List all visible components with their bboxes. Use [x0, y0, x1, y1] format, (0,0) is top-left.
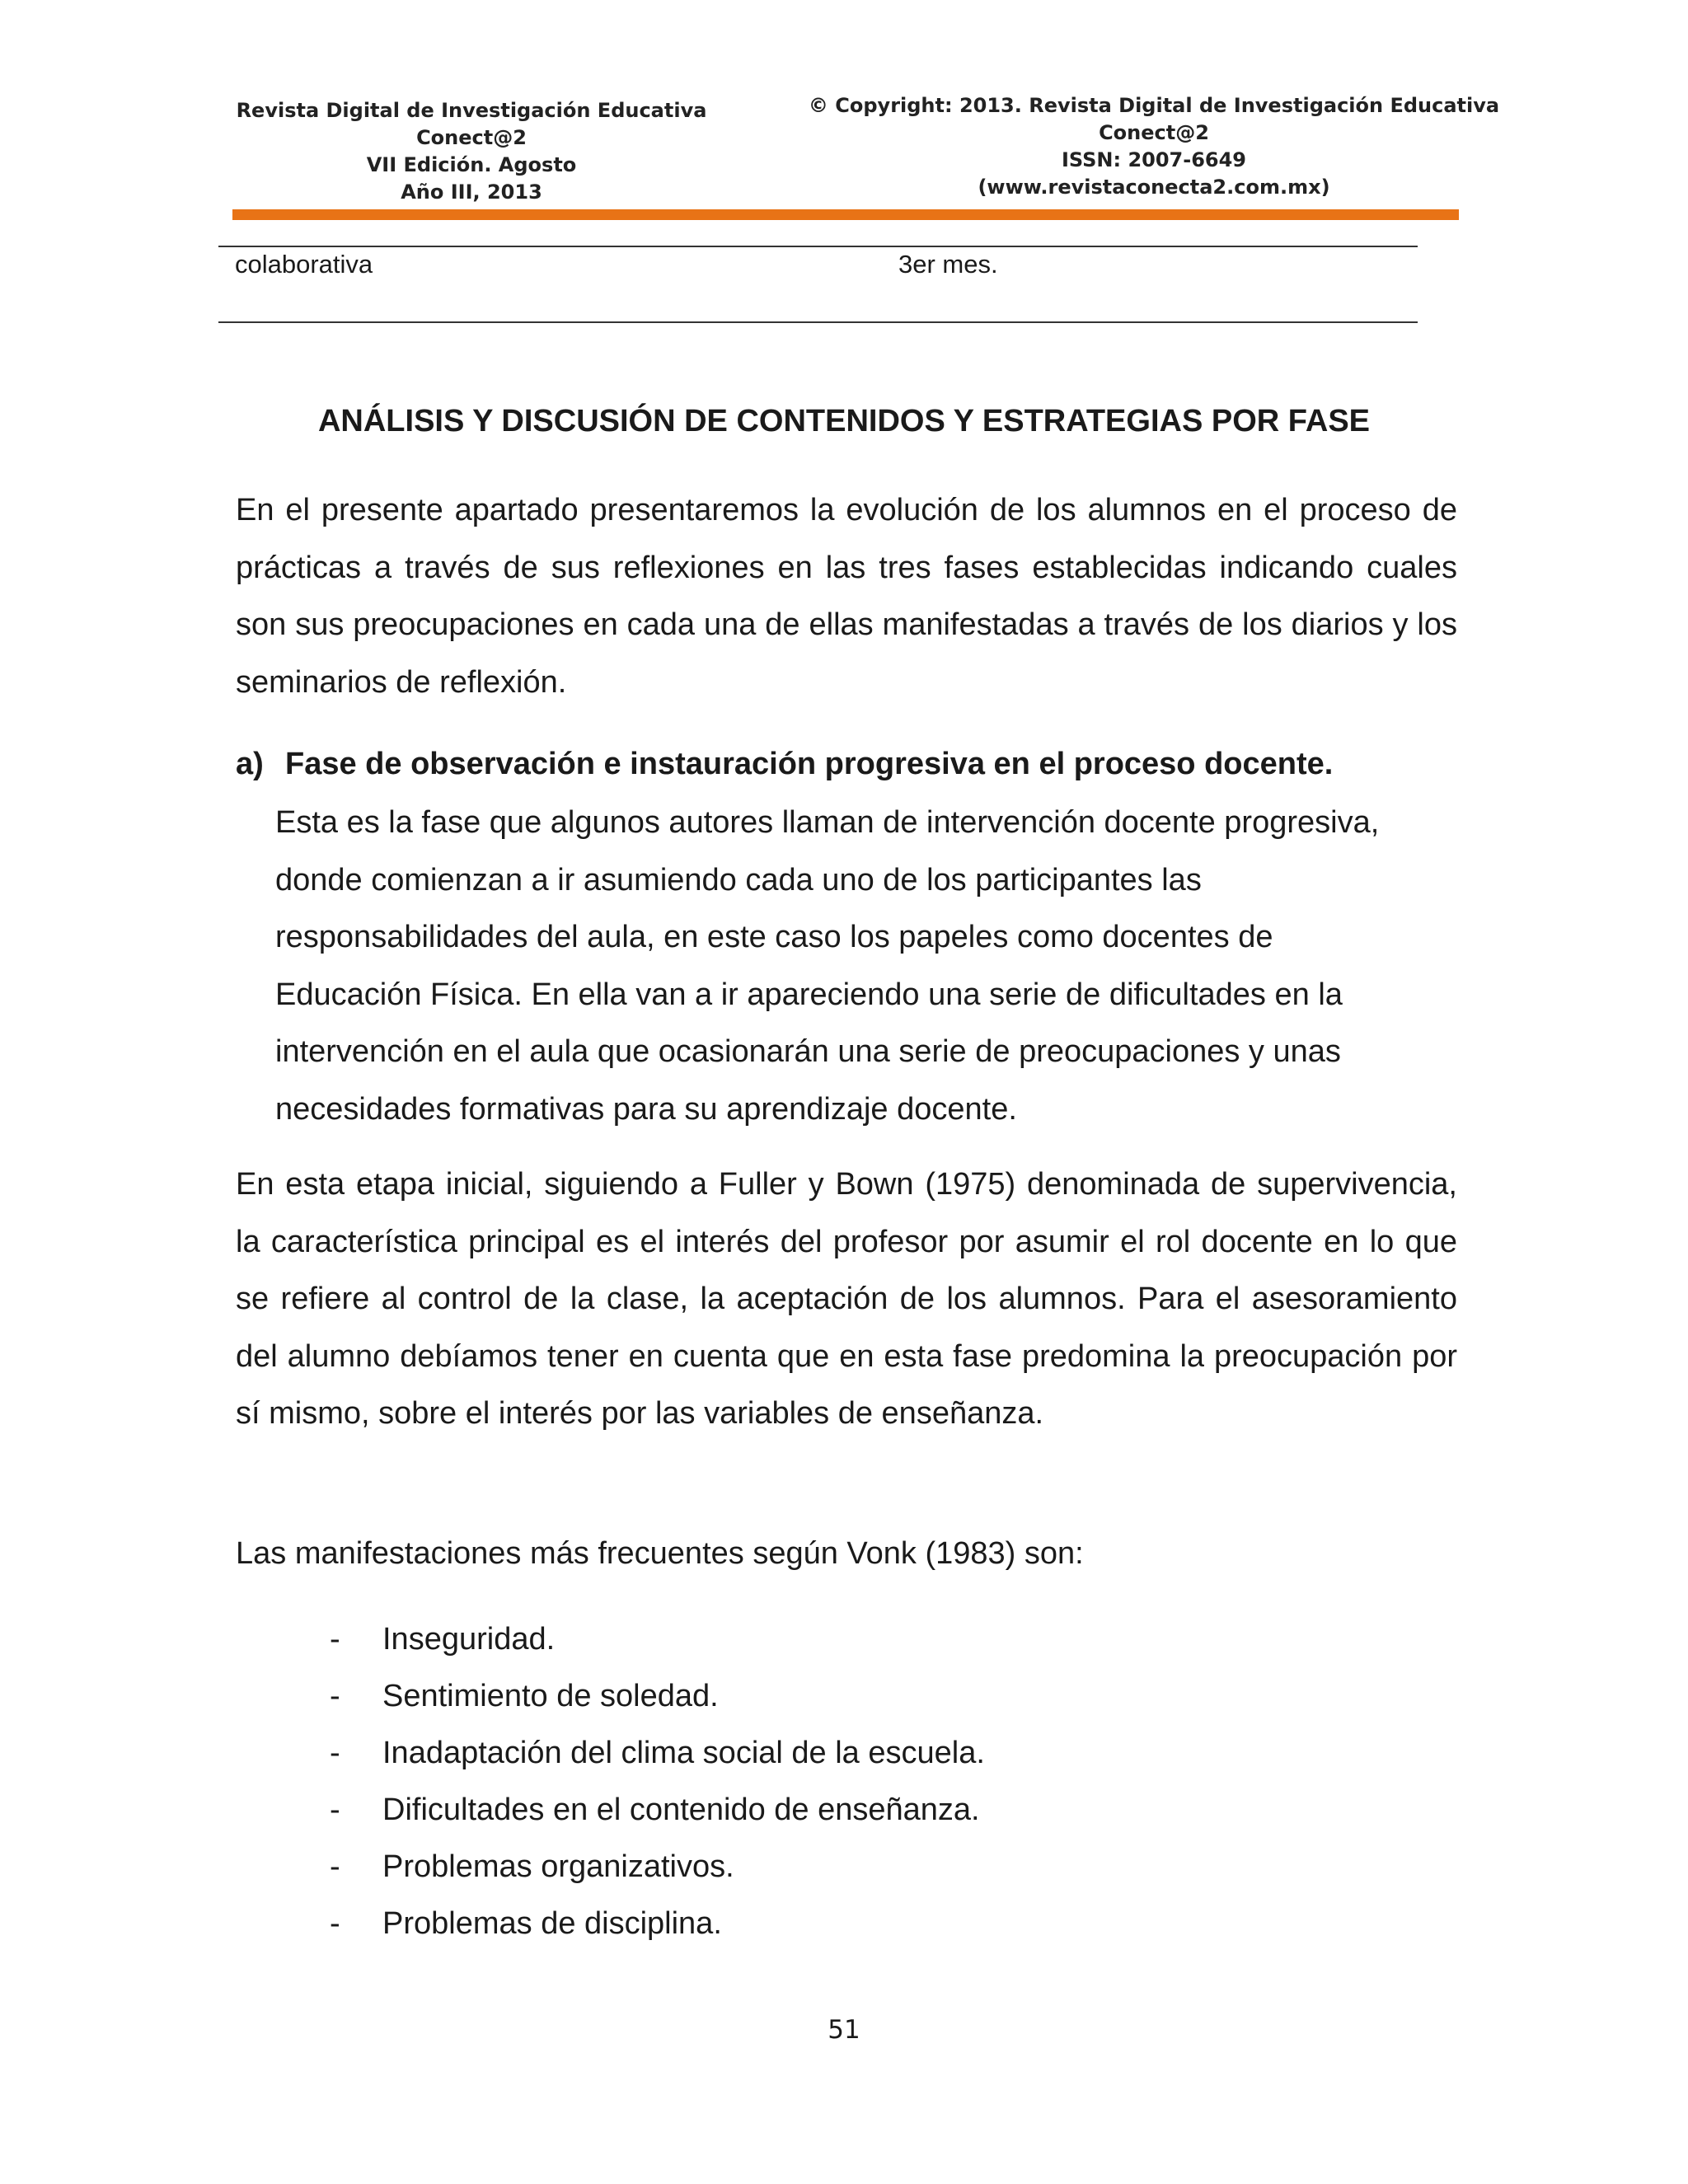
bullet-dash: - — [330, 1849, 340, 1884]
bullet-dash: - — [330, 1679, 340, 1713]
phase-a-heading — [236, 744, 1472, 784]
bullet-dash: - — [330, 1906, 340, 1941]
phase-a-line: donde comienzan a ir asumiendo cada uno de los participantes las — [275, 862, 1202, 898]
edition: VII Edición. Agosto — [366, 153, 577, 176]
list-item-text: Sentimiento de soledad. — [382, 1679, 719, 1713]
table-cell-2: 3er mes. — [898, 250, 998, 279]
phase-a-line: intervención en el aula que ocasionarán una serie de preocupaciones y unas — [275, 1034, 1341, 1069]
list-item — [330, 1611, 985, 1668]
list-item — [330, 1839, 985, 1896]
journal-short-name-right: Conect@2 — [1099, 121, 1209, 144]
phase-a-line: Esta es la fase que algunos autores llaman de intervención docente progresiva, — [275, 805, 1380, 840]
list-item — [330, 1725, 985, 1782]
page-number: 51 — [828, 2015, 860, 2045]
section-title: ANÁLISIS Y DISCUSIÓN DE CONTENIDOS Y ESTRATEGIAS POR FASE — [317, 404, 1371, 438]
list-item-text: Inseguridad. — [382, 1622, 556, 1657]
header-accent-bar — [232, 209, 1459, 220]
bullet-dash: - — [330, 1736, 340, 1770]
list-item — [330, 1782, 985, 1839]
bullet-dash: - — [330, 1622, 340, 1657]
phase-a-line: Educación Física. En ella van a ir apareciendo una serie de dificultades en la — [275, 977, 1343, 1012]
bullet-dash: - — [330, 1793, 340, 1827]
table-bottom-rule — [218, 321, 1418, 323]
journal-header-right — [791, 92, 1517, 201]
issn: ISSN: 2007-6649 — [1061, 148, 1246, 171]
phase-a-title: Fase de observación e instauración progresiva en el proceso docente. — [285, 747, 1334, 781]
table-top-rule — [218, 246, 1418, 247]
manifestations-list — [330, 1611, 985, 1952]
phase-a-line: necesidades formativas para su aprendizaje docente. — [275, 1091, 1017, 1127]
phase-a-label: a) — [236, 747, 264, 781]
copyright: © Copyright: 2013. Revista Digital de Investigación Educativa — [808, 94, 1500, 117]
journal-name: Revista Digital de Investigación Educativa — [236, 99, 707, 122]
stage-paragraph: En esta etapa inicial, siguiendo a Fuller y Bown (1975) denominada de supervivencia, la característica principal es el interés del profesor por asumir el rol docente en lo que se refiere al control de la clase, la aceptación de los alumnos. Para el asesoramiento del alumno debíamos tener en cuenta que en esta fase predomina la preocupación por sí mismo, sobre el interés por las variables de enseñanza. — [236, 1167, 1457, 1431]
journal-url: (www.revistaconecta2.com.mx) — [978, 176, 1330, 199]
phase-a-line: responsabilidades del aula, en este caso los papeles como docentes de — [275, 920, 1273, 954]
journal-header-left — [232, 97, 710, 206]
table-cell-1: colaborativa — [235, 250, 373, 279]
list-item-text: Inadaptación del clima social de la escuela. — [382, 1736, 985, 1770]
list-item — [330, 1896, 985, 1952]
manifestations-intro: Las manifestaciones más frecuentes según Vonk (1983) son: — [236, 1536, 1084, 1571]
intro-paragraph: En el presente apartado presentaremos la evolución de los alumnos en el proceso de prácticas a través de sus reflexiones en las tres fases establecidas indicando cuales son sus preocupaciones en cada una de ellas manifestadas a través de los diarios y los seminarios de reflexión. — [236, 493, 1457, 700]
year: Año III, 2013 — [401, 180, 542, 204]
journal-short-name: Conect@2 — [416, 126, 527, 149]
list-item-text: Problemas de disciplina. — [382, 1906, 722, 1941]
list-item-text: Dificultades en el contenido de enseñanza. — [382, 1793, 980, 1827]
list-item — [330, 1668, 985, 1725]
phase-a-paragraph — [275, 794, 1462, 1138]
list-item-text: Problemas organizativos. — [382, 1849, 734, 1884]
